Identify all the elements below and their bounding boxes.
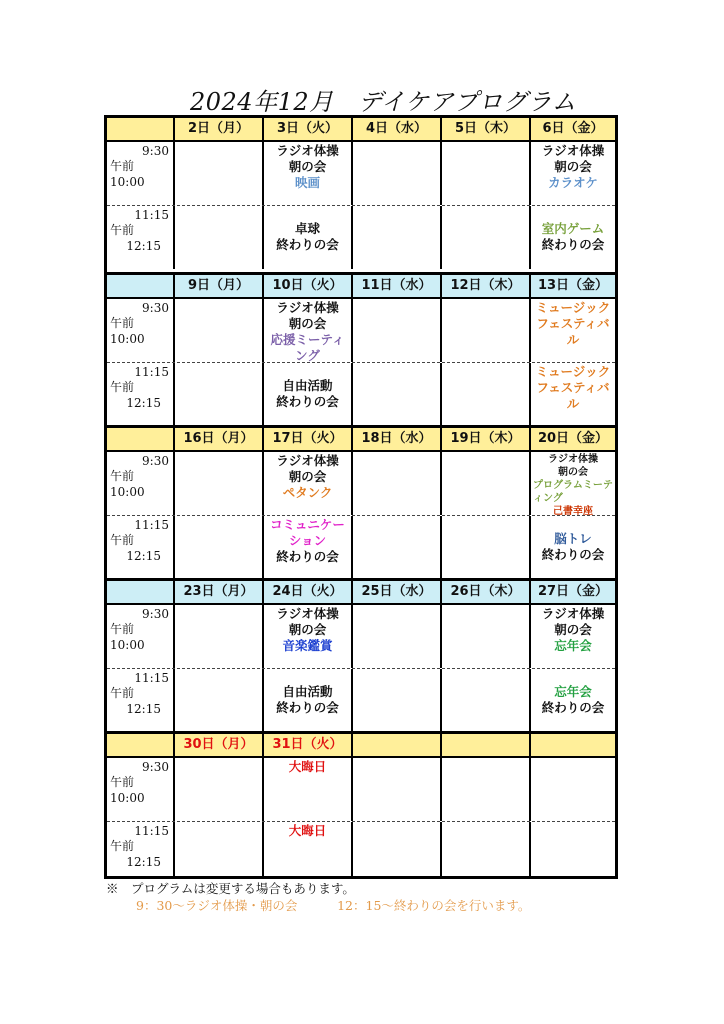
time-period: 午前	[110, 686, 135, 700]
program-cell	[262, 822, 351, 877]
program-cell	[351, 452, 440, 515]
program-item: 朝の会	[554, 622, 592, 637]
week-header	[107, 275, 615, 299]
week-header	[107, 734, 615, 758]
program-cell	[173, 605, 262, 668]
day-header: 5日（木）	[440, 118, 529, 140]
program-item: 忘年会	[554, 638, 592, 653]
week-block	[107, 425, 615, 578]
time-start: 9:30	[142, 144, 169, 158]
time-end: 10:00	[110, 175, 145, 189]
time-period: 午前	[110, 533, 135, 547]
program-item: 己書幸座	[553, 506, 593, 517]
program-item: 朝の会	[558, 467, 588, 478]
time-period: 午前	[110, 622, 135, 636]
week-header	[107, 581, 615, 605]
day-header	[440, 734, 529, 756]
program-item: ラジオ体操	[276, 300, 339, 315]
day-header: 2日（月）	[173, 118, 262, 140]
late-slot-row	[107, 516, 615, 579]
program-cell	[351, 206, 440, 269]
program-cell	[351, 822, 440, 877]
time-period: 午前	[110, 380, 135, 394]
program-cell	[173, 822, 262, 877]
day-header: 4日（水）	[351, 118, 440, 140]
program-item: 大晦日	[288, 823, 327, 838]
program-item: プログラムミーティング	[533, 480, 613, 504]
program-item: ラジオ体操	[276, 606, 339, 621]
program-cell	[262, 142, 351, 205]
program-item: ラジオ体操	[541, 143, 605, 158]
program-cell	[529, 142, 615, 205]
time-label	[107, 605, 173, 668]
program-cell	[351, 516, 440, 579]
program-cell	[529, 758, 615, 821]
time-end: 10:00	[110, 485, 145, 499]
program-item: 終わりの会	[541, 700, 605, 715]
program-cell	[440, 206, 529, 269]
day-header: 16日（月）	[173, 428, 262, 450]
day-header: 11日（水）	[351, 275, 440, 297]
program-item: 脳トレ	[554, 531, 592, 546]
day-header: 24日（火）	[262, 581, 351, 603]
program-cell	[529, 299, 615, 362]
program-item: 映画	[294, 175, 320, 190]
program-item: 朝の会	[288, 622, 327, 637]
time-end: 10:00	[110, 791, 145, 805]
time-label	[107, 142, 173, 205]
program-cell	[440, 299, 529, 362]
footer-schedule-right: 12：15～終わりの会を行います。	[337, 898, 531, 913]
late-slot-row	[107, 822, 615, 877]
day-header	[351, 734, 440, 756]
day-header: 9日（月）	[173, 275, 262, 297]
program-item: 朝の会	[554, 159, 592, 174]
time-end: 10:00	[110, 638, 145, 652]
time-start: 9:30	[142, 301, 169, 315]
time-end: 12:15	[126, 549, 161, 563]
time-start: 11:15	[134, 365, 169, 379]
program-cell	[440, 758, 529, 821]
program-cell	[351, 363, 440, 426]
time-label	[107, 299, 173, 362]
time-label	[107, 363, 173, 426]
program-item: 自由活動	[282, 684, 333, 699]
time-period: 午前	[110, 469, 135, 483]
program-cell	[351, 669, 440, 732]
program-cell	[529, 605, 615, 668]
time-period: 午前	[110, 316, 135, 330]
program-cell	[262, 669, 351, 732]
week-block	[107, 731, 615, 876]
footer-notes	[106, 880, 626, 914]
program-cell	[351, 299, 440, 362]
day-header	[529, 734, 615, 756]
program-cell	[173, 363, 262, 426]
time-label	[107, 206, 173, 269]
program-cell	[173, 669, 262, 732]
program-item: 終わりの会	[276, 237, 339, 252]
program-item: 卓球	[294, 221, 320, 236]
time-start: 11:15	[134, 824, 169, 838]
program-cell	[262, 299, 351, 362]
program-cell	[529, 516, 615, 579]
program-cell	[351, 605, 440, 668]
morning-slot-row	[107, 142, 615, 206]
time-label	[107, 758, 173, 821]
time-label	[107, 669, 173, 732]
time-period: 午前	[110, 775, 135, 789]
time-period: 午前	[110, 159, 135, 173]
program-cell	[440, 669, 529, 732]
time-end: 12:15	[126, 855, 161, 869]
time-start: 11:15	[134, 208, 169, 222]
time-period: 午前	[110, 839, 135, 853]
program-cell	[351, 142, 440, 205]
day-header: 30日（月）	[173, 734, 262, 756]
program-cell	[440, 363, 529, 426]
footer-schedule-left: 9：30～ラジオ体操・朝の会	[136, 898, 298, 913]
schedule-table	[104, 115, 618, 879]
program-item: 応援ミーティング	[270, 332, 345, 363]
program-item: ラジオ体操	[276, 143, 339, 158]
time-end: 12:15	[126, 396, 161, 410]
day-header: 19日（木）	[440, 428, 529, 450]
day-header: 18日（水）	[351, 428, 440, 450]
program-item: ラジオ体操	[541, 606, 605, 621]
time-start: 11:15	[134, 518, 169, 532]
program-item: 終わりの会	[276, 700, 339, 715]
page-title: 2024年12月 デイケアプログラム	[190, 88, 577, 116]
program-cell	[262, 363, 351, 426]
morning-slot-row	[107, 605, 615, 669]
day-header: 20日（金）	[529, 428, 615, 450]
morning-slot-row	[107, 452, 615, 516]
program-item: ミュージックフェスティバル	[535, 300, 611, 347]
program-cell	[262, 206, 351, 269]
late-slot-row	[107, 363, 615, 426]
program-item: ラジオ体操	[548, 454, 598, 465]
program-cell	[173, 142, 262, 205]
week-block	[107, 272, 615, 425]
program-cell	[440, 142, 529, 205]
program-item: 朝の会	[288, 469, 327, 484]
program-item: 終わりの会	[276, 549, 339, 564]
program-cell	[173, 758, 262, 821]
time-label	[107, 822, 173, 877]
program-item: 室内ゲーム	[541, 221, 605, 236]
footer-note: ※ プログラムは変更する場合もあります。	[106, 881, 355, 896]
late-slot-row	[107, 206, 615, 269]
program-cell	[262, 452, 351, 515]
program-item: カラオケ	[548, 175, 598, 190]
day-header: 12日（木）	[440, 275, 529, 297]
program-cell	[440, 822, 529, 877]
day-header: 23日（月）	[173, 581, 262, 603]
day-header: 13日（金）	[529, 275, 615, 297]
program-cell	[529, 452, 615, 515]
program-cell	[529, 363, 615, 426]
program-item: ミュージックフェスティバル	[535, 364, 611, 411]
day-header: 10日（火）	[262, 275, 351, 297]
time-label	[107, 452, 173, 515]
week-block	[107, 578, 615, 731]
day-header: 6日（金）	[529, 118, 615, 140]
program-item: ペタンク	[282, 485, 333, 500]
program-cell	[529, 206, 615, 269]
program-cell	[440, 452, 529, 515]
program-cell	[529, 822, 615, 877]
time-end: 12:15	[126, 702, 161, 716]
program-item: 終わりの会	[541, 237, 605, 252]
footer-schedule	[106, 897, 626, 914]
time-start: 9:30	[142, 454, 169, 468]
time-label	[107, 516, 173, 579]
program-item: 音楽鑑賞	[282, 638, 333, 653]
time-start: 9:30	[142, 607, 169, 621]
day-header: 31日（火）	[262, 734, 351, 756]
program-cell	[262, 605, 351, 668]
program-cell	[262, 758, 351, 821]
day-header: 25日（水）	[351, 581, 440, 603]
program-item: 自由活動	[282, 378, 333, 393]
time-start: 9:30	[142, 760, 169, 774]
week-header	[107, 428, 615, 452]
program-item: コミュニケーション	[270, 517, 345, 548]
program-item: 朝の会	[288, 159, 327, 174]
day-header: 3日（火）	[262, 118, 351, 140]
program-item: 朝の会	[288, 316, 327, 331]
day-header: 17日（火）	[262, 428, 351, 450]
day-header: 27日（金）	[529, 581, 615, 603]
program-cell	[529, 669, 615, 732]
program-cell	[173, 516, 262, 579]
week-header	[107, 118, 615, 142]
program-cell	[262, 516, 351, 579]
program-cell	[440, 516, 529, 579]
program-item: 大晦日	[288, 759, 327, 774]
program-cell	[173, 299, 262, 362]
time-period: 午前	[110, 223, 135, 237]
program-item: 終わりの会	[276, 394, 339, 409]
morning-slot-row	[107, 758, 615, 822]
program-item: 終わりの会	[541, 547, 605, 562]
time-end: 10:00	[110, 332, 145, 346]
program-item: 忘年会	[554, 684, 592, 699]
late-slot-row	[107, 669, 615, 732]
time-end: 12:15	[126, 239, 161, 253]
morning-slot-row	[107, 299, 615, 363]
program-cell	[173, 206, 262, 269]
program-cell	[351, 758, 440, 821]
program-cell	[440, 605, 529, 668]
day-header: 26日（木）	[440, 581, 529, 603]
week-block	[107, 118, 615, 272]
program-item: ラジオ体操	[276, 453, 339, 468]
time-start: 11:15	[134, 671, 169, 685]
program-cell	[173, 452, 262, 515]
